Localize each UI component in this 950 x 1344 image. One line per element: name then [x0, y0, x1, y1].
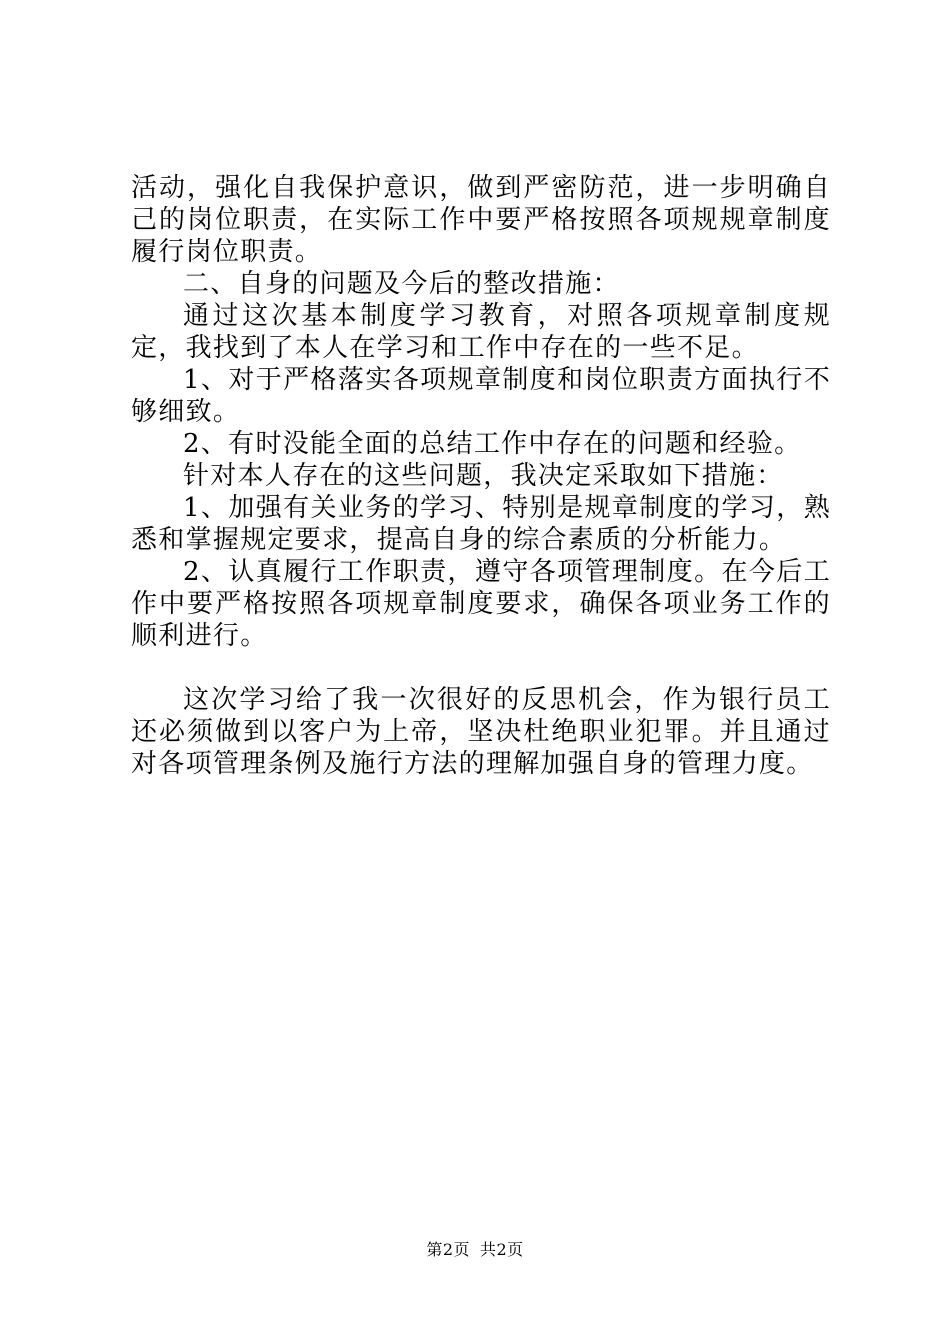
body-paragraph: 活动，强化自我保护意识，做到严密防范，进一步明确自己的岗位职责，在实际工作中要严格按照各项规规章制度履行岗位职责。 [131, 173, 831, 267]
measure-item: 1、加强有关业务的学习、特别是规章制度的学习，熟悉和掌握规定要求，提高自身的综合素质的分析能力。 [131, 493, 831, 555]
body-paragraph: 通过这次基本制度学习教育，对照各项规章制度规定，我找到了本人在学习和工作中存在的一些不足。 [131, 301, 831, 363]
page-number: 第2页 [426, 1240, 470, 1259]
paragraph-gap [131, 652, 831, 684]
body-paragraph: 针对本人存在的这些问题，我决定采取如下措施： [183, 461, 784, 491]
section-heading: 二、自身的问题及今后的整改措施： [183, 269, 620, 299]
document-body [131, 172, 831, 780]
page-footer [0, 1240, 950, 1260]
issue-item: 2、有时没能全面的总结工作中存在的问题和经验。 [183, 429, 802, 459]
issue-item: 1、对于严格落实各项规章制度和岗位职责方面执行不够细致。 [131, 365, 831, 427]
closing-paragraph: 这次学习给了我一次很好的反思机会，作为银行员工还必须做到以客户为上帝，坚决杜绝职业犯罪。并且通过对各项管理条例及施行方法的理解加强自身的管理力度。 [131, 685, 831, 779]
page-total: 共2页 [480, 1240, 524, 1259]
measure-item: 2、认真履行工作职责，遵守各项管理制度。在今后工作中要严格按照各项规章制度要求，确保各项业务工作的顺利进行。 [131, 557, 831, 651]
